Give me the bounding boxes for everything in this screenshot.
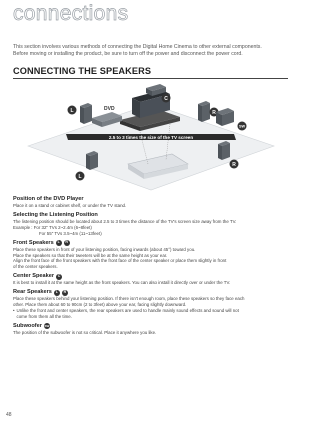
center-speaker-block	[13, 273, 291, 286]
intro-line-1: This section involves various methods of connecting the Digital Home Cinema to other external components.	[13, 44, 262, 50]
distance-banner	[66, 134, 236, 140]
rear-speakers-line-2: other. Place them about 60 to 90cm (2 to 3feet) above your ear, facing slightly downward.	[13, 302, 187, 308]
section-divider	[13, 78, 288, 79]
speaker-guidelines	[13, 196, 291, 339]
dvd-position-heading: Position of the DVD Player	[13, 196, 84, 202]
page-number: 48	[6, 412, 12, 418]
front-left-speaker-label: L	[70, 107, 74, 114]
subwoofer-text: The position of the subwoofer is not so critical. Place it anywhere you like.	[13, 329, 157, 335]
front-speakers-heading-row	[13, 240, 291, 247]
section-title: CONNECTING THE SPEAKERS	[13, 66, 152, 76]
center-speaker-heading: Center Speaker	[13, 273, 55, 280]
listening-position-heading: Selecting the Listening Position	[13, 211, 98, 218]
subwoofer-badge-icon: SW	[44, 323, 50, 328]
rear-speakers-bullet	[13, 308, 291, 320]
rear-right-badge-icon: R	[63, 289, 67, 294]
front-left-badge-icon: L	[57, 240, 60, 245]
front-speakers-heading: Front Speakers	[13, 239, 54, 246]
rear-left-speaker-label: L	[78, 173, 82, 180]
subwoofer-heading: Subwoofer	[13, 322, 42, 329]
rear-speakers-heading: Rear Speakers	[13, 289, 52, 296]
front-speakers-line-4: of the center speakers.	[13, 264, 58, 270]
subwoofer-block	[13, 323, 291, 336]
rear-speakers-heading-row	[13, 289, 291, 296]
dvd-position-text: Place it on a stand or cabinet shelf, or under the TV stand.	[13, 203, 127, 208]
intro-text	[13, 44, 291, 58]
listening-position-line-1: The listening position should be located about 2.5 to 3 times the distance of the TV's screen size away from the TV.	[13, 218, 237, 224]
rear-speakers-block	[13, 289, 291, 320]
front-right-speaker	[198, 101, 219, 122]
center-speaker-text: It is best to install it at the same height as the front speakers. You can also install it directly over or under the TV.	[13, 280, 231, 286]
subwoofer-speaker	[216, 108, 247, 131]
front-speakers-line-2: Place the speakers so that their tweeters will be at the same height as your ear.	[13, 252, 168, 258]
listening-position-block	[13, 212, 291, 237]
speaker-placement-diagram	[20, 84, 282, 192]
front-right-speaker-label: R	[212, 109, 216, 116]
rear-right-speaker-label: R	[232, 161, 236, 168]
subwoofer-heading-row	[13, 323, 291, 330]
front-speakers-line-1: Place these speakers in front of your listening position, facing inwards (about 45°) toward you.	[13, 246, 196, 252]
rear-speakers-bullet-line-1: Unlike the front and center speakers, the rear speakers are used to handle mainly sound effects and sound will not	[16, 307, 239, 313]
center-badge-icon: C	[57, 273, 61, 278]
front-speakers-line-3: Align the front face of the front speakers with the front face of the center speaker or place them slightly in front	[13, 258, 227, 264]
listening-position-line-3: For 55" TVs 3.5~4m (11~13feet)	[39, 230, 102, 236]
center-speaker-heading-row	[13, 273, 291, 280]
dvd-label: DVD	[104, 106, 115, 112]
front-right-badge-icon: R	[65, 240, 69, 245]
distance-banner-text: 2.5 to 3 times the size of the TV screen	[108, 134, 194, 140]
center-speaker-label: C	[164, 95, 168, 102]
rear-left-badge-icon: L	[55, 289, 58, 294]
rear-speakers-line-1: Place these speakers behind your listening position. If there isn't enough room, place these speakers so they face each	[13, 296, 245, 302]
front-speakers-block	[13, 240, 291, 271]
page-title: connections	[13, 2, 129, 25]
dvd-position-block	[13, 196, 291, 209]
rear-speakers-bullet-line-2: come from them all the time.	[16, 313, 72, 319]
intro-line-2: Before moving or installing the product, be sure to turn off the power and disconnect the power cord.	[13, 51, 243, 57]
front-left-speaker	[68, 103, 93, 124]
listening-position-line-2: Example : For 32" TVs 2~2.4m (6~8feet)	[13, 224, 92, 230]
bullet-icon: •	[13, 307, 15, 313]
subwoofer-speaker-label: SW	[238, 124, 246, 129]
